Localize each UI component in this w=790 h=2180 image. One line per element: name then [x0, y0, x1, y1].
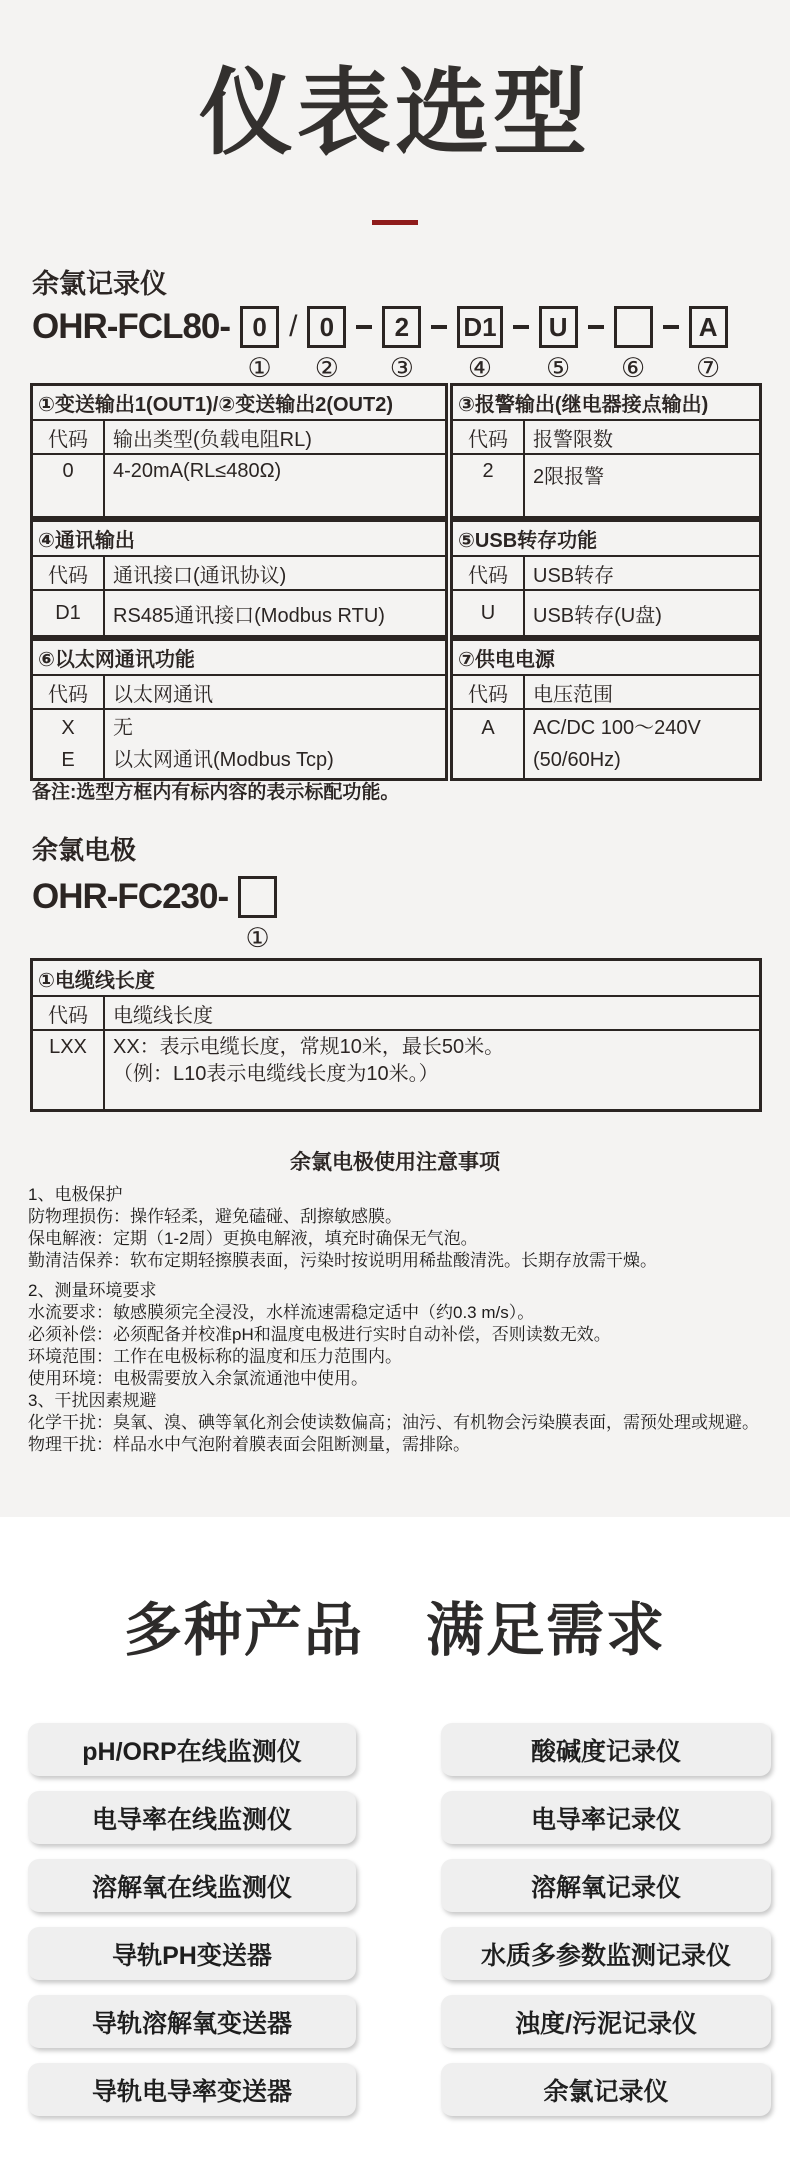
model-code-unit [457, 306, 502, 383]
table-row [453, 589, 759, 635]
cable-table-header: ①电缆线长度 [38, 969, 155, 992]
model-code-unit [382, 306, 421, 383]
circle-marker-5: ⑤ [546, 353, 571, 383]
table-row [33, 453, 445, 516]
products-title-right: 满足需求 [426, 1598, 667, 1663]
note-line: 必须补偿：必须配备并校准pH和温度电极进行实时自动补偿，否则读数无效。 [28, 1325, 611, 1344]
model-prefix: OHR-FCL80- [32, 307, 231, 346]
table-band-1 [30, 383, 762, 519]
circle-marker-6: ⑥ [621, 353, 646, 383]
table-row [33, 589, 445, 635]
electrode-model-code [32, 876, 277, 953]
product-button-rail-conductivity-transmitter[interactable]: 导轨电导率变送器 [28, 2063, 356, 2116]
products-grid [28, 1723, 771, 2116]
desc-value: XX：表示电缆长度，常规10米，最长50米。 [113, 1036, 505, 1058]
page-title: 仪表选型 [198, 60, 591, 165]
product-button-multiparameter-recorder[interactable]: 水质多参数监测记录仪 [441, 1927, 771, 1980]
note-line: 水流要求：敏感膜须完全浸没，水样流速需稳定适中（约0.3 m/s）。 [28, 1303, 535, 1322]
usage-notes [0, 1150, 790, 1456]
product-button-ph-orp-monitor[interactable]: pH/ORP在线监测仪 [28, 1723, 356, 1776]
selection-note: 备注:选型方框内有标内容的表示标配功能。 [32, 782, 400, 803]
product-button-turbidity-recorder[interactable]: 浊度/污泥记录仪 [441, 1995, 771, 2048]
table-row [33, 1029, 759, 1109]
note-line: 物理干扰：样品水中气泡附着膜表面会阻断测量，需排除。 [28, 1435, 470, 1454]
desc-value: (50/60Hz) [533, 749, 621, 771]
table-row [453, 453, 759, 516]
circle-marker-1: ① [245, 923, 270, 953]
code-box-5: U [539, 306, 578, 348]
note-heading: 2、测量环境要求 [28, 1281, 157, 1300]
code-label: 代码 [33, 557, 105, 589]
product-button-acidity-recorder[interactable]: 酸碱度记录仪 [441, 1723, 771, 1776]
code-value: LXX [49, 1036, 87, 1058]
note-line: 化学干扰：臭氧、溴、碘等氧化剂会使读数偏高；油污、有机物会污染膜表面，需预处理或规避。 [28, 1413, 759, 1432]
dash-separator [431, 306, 447, 348]
model-prefix: OHR-FC230- [32, 877, 229, 916]
code-label: 代码 [33, 997, 105, 1029]
code-value: U [453, 591, 525, 635]
desc-value: AC/DC 100～240V [533, 717, 701, 739]
code-box-6-empty [614, 306, 653, 348]
product-button-rail-do-transmitter[interactable]: 导轨溶解氧变送器 [28, 1995, 356, 2048]
code-box-empty [238, 876, 277, 918]
desc-value: 以太网通讯(Modbus Tcp) [113, 749, 334, 771]
band2-left-header: ④通讯输出 [38, 530, 135, 552]
desc-label: 电缆线长度 [113, 1004, 213, 1027]
cable-length-table [30, 958, 762, 1112]
note-line: 勤清洁保养：软布定期轻擦膜表面，污染时按说明用稀盐酸清洗。长期存放需干燥。 [28, 1251, 657, 1270]
table-band-2 [30, 519, 762, 638]
circle-marker-7: ⑦ [696, 353, 721, 383]
note-line: 防物理损伤：操作轻柔，避免磕碰、刮擦敏感膜。 [28, 1207, 402, 1226]
code-box-2: 0 [307, 306, 346, 348]
band2-right-header: ⑤USB转存功能 [458, 530, 598, 552]
note-heading: 3、干扰因素规避 [28, 1391, 157, 1410]
circle-marker-4: ④ [467, 353, 493, 383]
selection-table [30, 383, 762, 781]
table-row [453, 708, 759, 778]
code-label: 代码 [453, 557, 525, 589]
circle-marker-3: ③ [389, 353, 415, 383]
code-box-1: 0 [240, 306, 279, 348]
code-box-7: A [689, 306, 728, 348]
desc-value: 2限报警 [533, 466, 605, 488]
note-heading: 1、电极保护 [28, 1185, 123, 1204]
code-value: A [481, 717, 495, 739]
model-code-unit [238, 876, 277, 953]
circle-marker-1: ① [247, 353, 272, 383]
desc-value: RS485通讯接口(Modbus RTU) [113, 604, 385, 627]
recorder-heading: 余氯记录仪 [32, 269, 167, 299]
products-title-left: 多种产品 [123, 1598, 364, 1663]
model-code-unit [689, 306, 728, 383]
model-code-unit [307, 306, 346, 383]
desc-label: USB转存 [533, 564, 615, 587]
table-row [33, 708, 445, 778]
product-button-conductivity-recorder[interactable]: 电导率记录仪 [441, 1791, 771, 1844]
slash-separator: / [289, 310, 298, 343]
table-band-3 [30, 638, 762, 781]
dash-separator [513, 306, 529, 348]
electrode-heading: 余氯电极 [32, 835, 137, 865]
desc-value: USB转存(U盘) [533, 604, 662, 627]
model-code-unit [614, 306, 653, 383]
note-group-3 [0, 1390, 790, 1456]
recorder-model-code [32, 306, 728, 383]
dash-separator [588, 306, 604, 348]
product-button-rail-ph-transmitter[interactable]: 导轨PH变送器 [28, 1927, 356, 1980]
band3-right-header: ⑦供电电源 [458, 649, 555, 671]
dash-separator [356, 306, 372, 348]
code-label: 代码 [33, 421, 105, 453]
products-title [0, 1583, 790, 1667]
band3-left-header: ⑥以太网通讯功能 [38, 649, 195, 671]
product-button-conductivity-monitor[interactable]: 电导率在线监测仪 [28, 1791, 356, 1844]
note-line: 环境范围：工作在电极标称的温度和压力范围内。 [28, 1347, 402, 1366]
model-code-unit [240, 306, 279, 383]
note-line: 保电解液：定期（1-2周）更换电解液，填充时确保无气泡。 [28, 1229, 478, 1248]
note-group-2 [0, 1280, 790, 1390]
desc-label: 以太网通讯 [113, 683, 213, 706]
code-box-4: D1 [457, 306, 502, 348]
title-accent-line [372, 220, 418, 225]
code-value: 0 [33, 455, 105, 516]
desc-value: （例：L10表示电缆线长度为10米。） [113, 1063, 439, 1085]
code-box-3: 2 [382, 306, 421, 348]
code-value: D1 [33, 591, 105, 635]
notes-title: 余氯电极使用注意事项 [290, 1151, 500, 1174]
product-button-dissolved-oxygen-recorder[interactable]: 溶解氧记录仪 [441, 1859, 771, 1912]
band1-left-header: ①变送输出1(OUT1)/②变送输出2(OUT2) [38, 394, 393, 416]
code-value: 2 [453, 455, 525, 516]
circle-marker-2: ② [314, 353, 340, 383]
code-label: 代码 [33, 676, 105, 708]
desc-label: 通讯接口(通讯协议) [113, 564, 287, 587]
product-button-residual-chlorine-recorder[interactable]: 余氯记录仪 [441, 2063, 771, 2116]
desc-value: 4-20mA(RL≤480Ω) [113, 460, 282, 482]
code-label: 代码 [453, 421, 525, 453]
code-label: 代码 [453, 676, 525, 708]
code-value: E [61, 749, 75, 771]
desc-label: 电压范围 [533, 683, 613, 706]
note-line: 使用环境：电极需要放入余氯流通池中使用。 [28, 1369, 368, 1388]
desc-label: 输出类型(负载电阻RL) [113, 428, 312, 451]
band1-right-header: ③报警输出(继电器接点输出) [458, 394, 709, 416]
model-code-unit [539, 306, 578, 383]
product-button-dissolved-oxygen-monitor[interactable]: 溶解氧在线监测仪 [28, 1859, 356, 1912]
desc-label: 报警限数 [533, 428, 613, 451]
desc-value: 无 [113, 717, 133, 739]
code-value: X [61, 717, 75, 739]
note-group-1 [0, 1184, 790, 1272]
dash-separator [663, 306, 679, 348]
products-section [0, 1517, 790, 2180]
